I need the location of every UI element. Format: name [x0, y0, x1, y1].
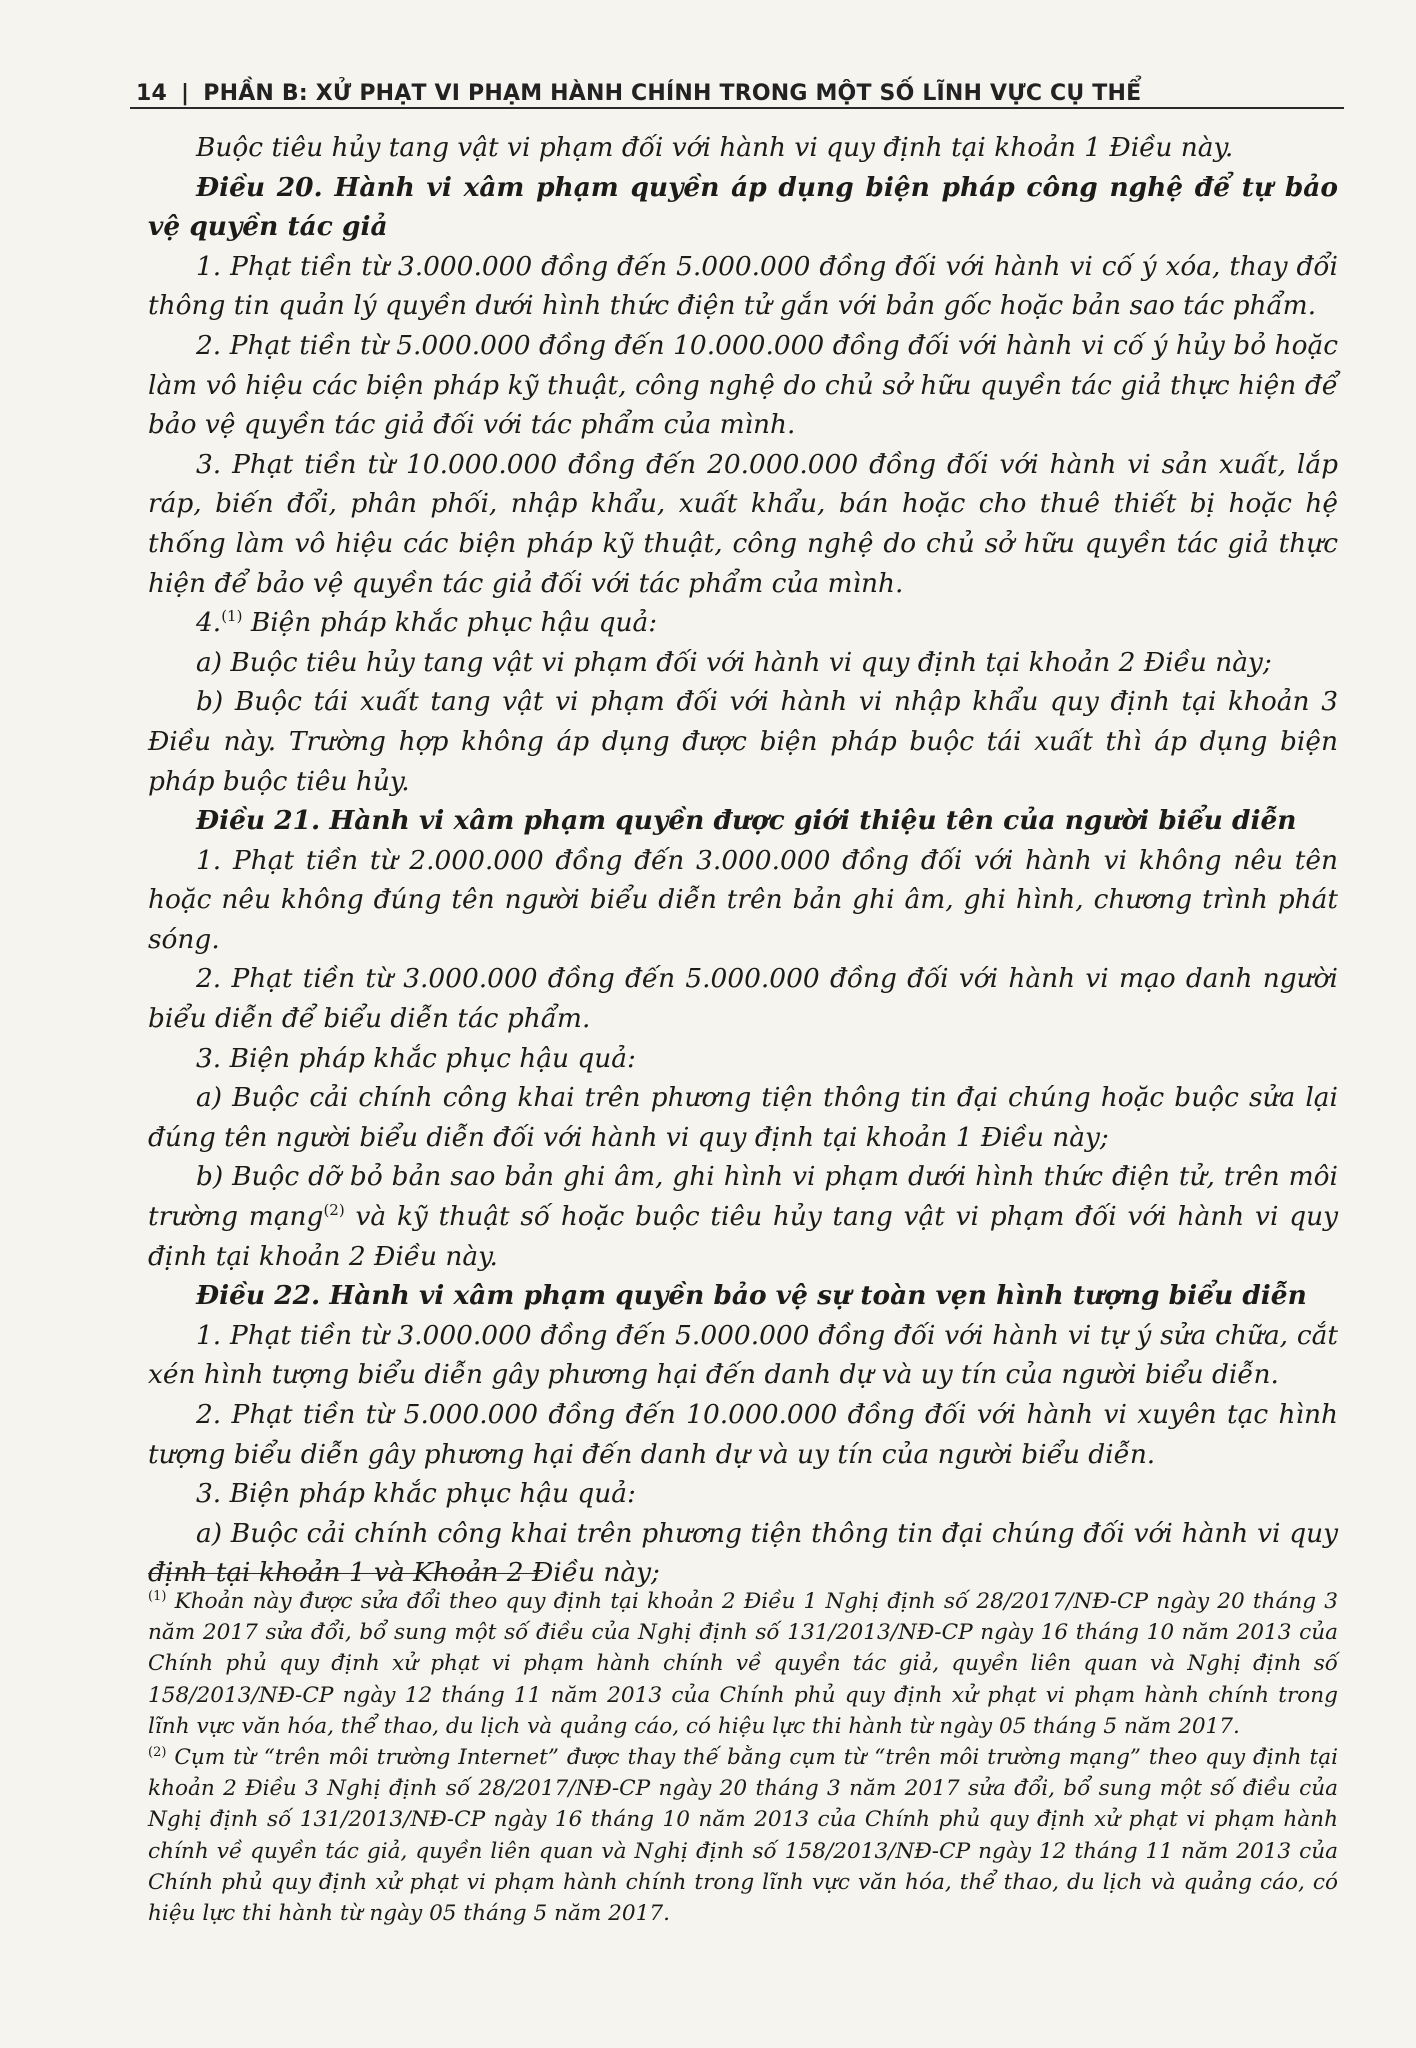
article-21-clause-1: 1. Phạt tiền từ 2.000.000 đồng đến 3.000.000 đồng đối với hành vi không nêu tên hoặc nêu không đúng tên người biểu diễn trên bản ghi âm, ghi hình, chương trình phát sóng.: [148, 844, 1338, 955]
clause-text: và kỹ thuật số hoặc buộc tiêu hủy tang vật vi phạm đối với hành vi quy định tại khoản 2 Điều này.: [148, 1201, 1338, 1272]
article-21-title: Điều 21. Hành vi xâm phạm quyền được giới thiệu tên của người biểu diễn: [196, 805, 1297, 837]
article-21-clause-3-a: a) Buộc cải chính công khai trên phương tiện thông tin đại chúng hoặc buộc sửa lại đúng tên người biểu diễn đối với hành vi quy định tại khoản 1 Điều này;: [148, 1082, 1338, 1153]
clause-text: Biện pháp khắc phục hậu quả:: [242, 607, 658, 639]
footnote-mark: (2): [148, 1744, 167, 1760]
article-22-title: Điều 22. Hành vi xâm phạm quyền bảo vệ sự toàn vẹn hình tượng biểu diễn: [196, 1280, 1307, 1312]
footnote-1: [148, 1586, 1338, 1742]
clause-text: b) Buộc dỡ bỏ bản sao bản ghi âm, ghi hình vi phạm dưới hình thức điện tử, trên môi trường mạng: [148, 1161, 1338, 1233]
article-20-title: Điều 20. Hành vi xâm phạm quyền áp dụng biện pháp công nghệ để tự bảo vệ quyền tác giả: [148, 171, 1338, 243]
article-20-clause-3: 3. Phạt tiền từ 10.000.000 đồng đến 20.000.000 đồng đối với hành vi sản xuất, lắp ráp, biến đổi, phân phối, nhập khẩu, xuất khẩu, bán hoặc cho thuê thiết bị hoặc hệ thống làm vô hiệu các biện pháp kỹ thuật, công nghệ do chủ sở hữu quyền tác giả thực hiện để bảo vệ quyền tác giả đối với tác phẩm của mình.: [148, 448, 1338, 599]
article-21-clause-3: 3. Biện pháp khắc phục hậu quả:: [196, 1042, 636, 1074]
body-text: [148, 128, 1338, 1593]
footnote-text: Cụm từ “trên môi trường Internet” được thay thế bằng cụm từ “trên môi trường mạng” theo quy định tại khoản 2 Điều 3 Nghị định số 28/2017/NĐ-CP ngày 20 tháng 3 năm 2017 sửa đổi, bổ sung một số điều của Nghị định số 131/2013/NĐ-CP ngày 16 tháng 10 năm 2013 của Chính phủ quy định xử phạt vi phạm hành chính về quyền tác giả, quyền liên quan và Nghị định số 158/2013/NĐ-CP ngày 12 tháng 11 năm 2013 của Chính phủ quy định xử phạt vi phạm hành chính trong lĩnh vực văn hóa, thể thao, du lịch và quảng cáo, có hiệu lực thi hành từ ngày 05 tháng 5 năm 2017.: [148, 1745, 1338, 1927]
footnote-ref-1[interactable]: (1): [221, 607, 243, 626]
article-20-clause-1: 1. Phạt tiền từ 3.000.000 đồng đến 5.000.000 đồng đối với hành vi cố ý xóa, thay đổi thông tin quản lý quyền dưới hình thức điện tử gắn với bản gốc hoặc bản sao tác phẩm.: [148, 250, 1338, 322]
page-number: 14: [136, 81, 168, 106]
article-21-clause-2: 2. Phạt tiền từ 3.000.000 đồng đến 5.000.000 đồng đối với hành vi mạo danh người biểu diễn để biểu diễn tác phẩm.: [148, 963, 1338, 1035]
article-20-clause-2: 2. Phạt tiền từ 5.000.000 đồng đến 10.000.000 đồng đối với hành vi cố ý hủy bỏ hoặc làm vô hiệu các biện pháp kỹ thuật, công nghệ do chủ sở hữu quyền tác giả thực hiện để bảo vệ quyền tác giả đối với tác phẩm của mình.: [148, 329, 1338, 441]
footnote-rule: [148, 1573, 540, 1574]
header-rule: [130, 107, 1344, 109]
footnote-ref-2[interactable]: (2): [323, 1201, 345, 1220]
article-21-clause-3-b: [148, 1157, 1338, 1276]
footnote-2: [148, 1742, 1338, 1929]
article-20-clause-4-b: b) Buộc tái xuất tang vật vi phạm đối với hành vi nhập khẩu quy định tại khoản 3 Điều này. Trường hợp không áp dụng được biện pháp buộc tái xuất thì áp dụng biện pháp buộc tiêu hủy.: [148, 686, 1338, 797]
clause-number: 4.: [196, 607, 222, 639]
article-22-clause-1: 1. Phạt tiền từ 3.000.000 đồng đến 5.000.000 đồng đối với hành vi tự ý sửa chữa, cắt xén hình tượng biểu diễn gây phương hại đến danh dự và uy tín của người biểu diễn.: [148, 1319, 1338, 1391]
paragraph: Buộc tiêu hủy tang vật vi phạm đối với hành vi quy định tại khoản 1 Điều này.: [196, 132, 1234, 163]
article-22-clause-3: 3. Biện pháp khắc phục hậu quả:: [196, 1478, 636, 1510]
footnotes: [148, 1586, 1338, 1929]
article-20-clause-4-a: a) Buộc tiêu hủy tang vật vi phạm đối với hành vi quy định tại khoản 2 Điều này;: [196, 646, 1272, 678]
running-header: [136, 66, 1344, 106]
article-22-clause-2: 2. Phạt tiền từ 5.000.000 đồng đến 10.000.000 đồng đối với hành vi xuyên tạc hình tượng biểu diễn gây phương hại đến danh dự và uy tín của người biểu diễn.: [148, 1399, 1338, 1470]
footnote-text: Khoản này được sửa đổi theo quy định tại khoản 2 Điều 1 Nghị định số 28/2017/NĐ-CP ngày 20 tháng 3 năm 2017 sửa đổi, bổ sung một số điều của Nghị định số 131/2013/NĐ-CP ngày 16 tháng 10 năm 2013 của Chính phủ quy định xử phạt vi phạm hành chính về quyền tác giả, quyền liên quan và Nghị định số 158/2013/NĐ-CP ngày 12 tháng 11 năm 2013 của Chính phủ quy định xử phạt vi phạm hành chính trong lĩnh vực văn hóa, thể thao, du lịch và quảng cáo, có hiệu lực thi hành từ ngày 05 tháng 5 năm 2017.: [148, 1589, 1338, 1739]
article-22-clause-3-a: a) Buộc cải chính công khai trên phương tiện thông tin đại chúng đối với hành vi quy định tại khoản 1 và Khoản 2 Điều này;: [148, 1517, 1338, 1589]
section-title: PHẦN B: XỬ PHẠT VI PHẠM HÀNH CHÍNH TRONG MỘT SỐ LĨNH VỰC CỤ THỂ: [203, 81, 1142, 106]
header-separator: |: [181, 81, 190, 106]
footnote-mark: (1): [148, 1588, 167, 1604]
article-20-clause-4: [148, 603, 1338, 643]
